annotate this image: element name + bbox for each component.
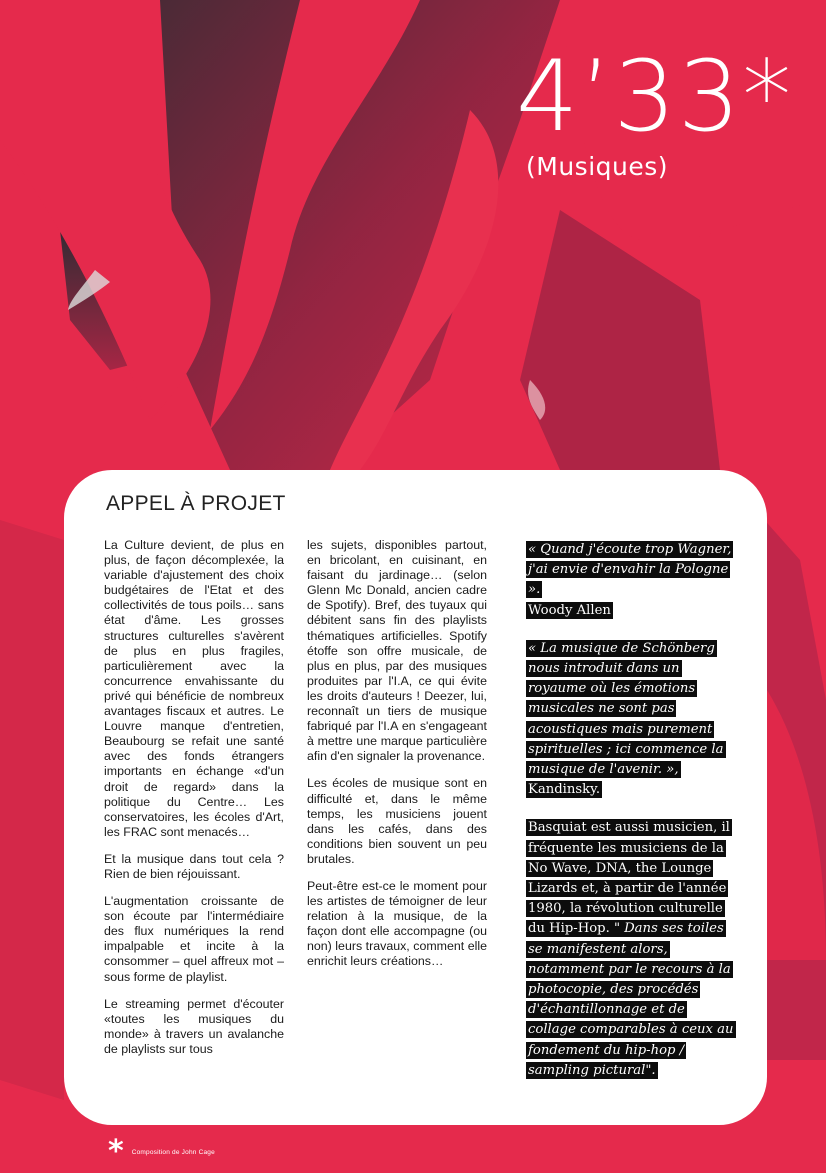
paragraph: L'augmentation croissante de son écoute par l'intermédiaire des flux numériques la rend impalpable et incite à la consommer – quel affreux mot – sous forme de playlist.	[104, 894, 284, 984]
footer-note: Composition de John Cage	[131, 1148, 215, 1156]
paragraph: Peut-être est-ce le moment pour les artistes de témoigner de leur relation à la musique, de la façon dont elle accompagne (ou non) leurs travaux, comment elle enrichit leurs créations…	[307, 878, 487, 969]
quotes-column	[526, 540, 736, 1099]
quote-basquiat	[526, 818, 736, 1081]
text-column-2	[307, 538, 487, 982]
paragraph: Les écoles de musique sont en difficulté et, dans le même temps, les musiciens jouent dans les cafés, dans des conditions bien souvent un peu brutales.	[307, 776, 487, 866]
paragraph: les sujets, disponibles partout, en bricolant, en cuisinant, en faisant du jardinage… (selon Glenn Mc Donald, ancien cadre de Spotify). Bref, des tuyaux qui débitent sans fin des playlists thématiques artificielles. Spotify étoffe son offre musicale, de plus en plus, par des musiques produites par l'I.A, ce qui évite les droits d'auteurs ! Deezer, lui, reconnaît un tiers de musique fabriqué par l'I.A en s'engageant à mettre une marque particulière afin d'en signaler la provenance.	[307, 538, 487, 764]
quote-text: Basquiat est aussi musicien, il fréquente les musiciens de la No Wave, DNA, the Lounge Lizards et, à partir de l'année 1980, la révolution culturelle du Hip-Hop. "	[528, 820, 730, 937]
quote-wagner	[526, 540, 736, 621]
text-column-1	[104, 538, 284, 1069]
footer	[108, 1134, 215, 1169]
subtitle: (Musiques)	[526, 152, 669, 181]
quote-text: « La musique de Schönberg nous introduit dans un royaume où les émotions musicales ne sont pas acoustiques mais purement spirituelles ; ici commence la musique de l'avenir. »,	[528, 640, 724, 778]
card-heading: APPEL À PROJET	[106, 492, 286, 515]
main-title: 4’33*	[516, 40, 794, 154]
quote-author: Kandinsky.	[528, 782, 601, 798]
asterisk-icon: *	[108, 1134, 124, 1169]
quote-text: « Quand j'écoute trop Wagner, j'ai envie d'envahir la Pologne ».	[528, 542, 732, 598]
paragraph: Et la musique dans tout cela ? Rien de bien réjouissant.	[104, 851, 284, 881]
quote-kandinsky	[526, 639, 736, 801]
quote-author: Woody Allen	[528, 602, 611, 618]
quote-citation: Dans ses toiles se manifestent alors, notamment par le recours à la photocopie, des procédés d'échantillonnage et de collage comparables à ceux au fondement du hip-hop / sampling pictural".	[528, 921, 734, 1078]
paragraph: Le streaming permet d'écouter «toutes les musiques du monde» à travers un avalanche de playlists sur tous	[104, 996, 284, 1056]
content-card	[64, 470, 767, 1125]
paragraph: La Culture devient, de plus en plus, de façon décomplexée, la variable d'ajustement des choix budgétaires de l'Etat et des collectivités de tous poils… sans état d'âme. Les grosses structures culturelles s'avèrent de plus en plus fragiles, particulièrement avec la concurrence envahissante du privé qui bénéficie de nombreux avantages fiscaux et autres. Le Louvre manque d'entretien, Beaubourg se refait une santé avec des fonds étrangers importants en échange «d'un droit de regard» dans la politique du Centre… Les conservatoires, les écoles d'Art, les FRAC sont menacés…	[104, 538, 284, 839]
